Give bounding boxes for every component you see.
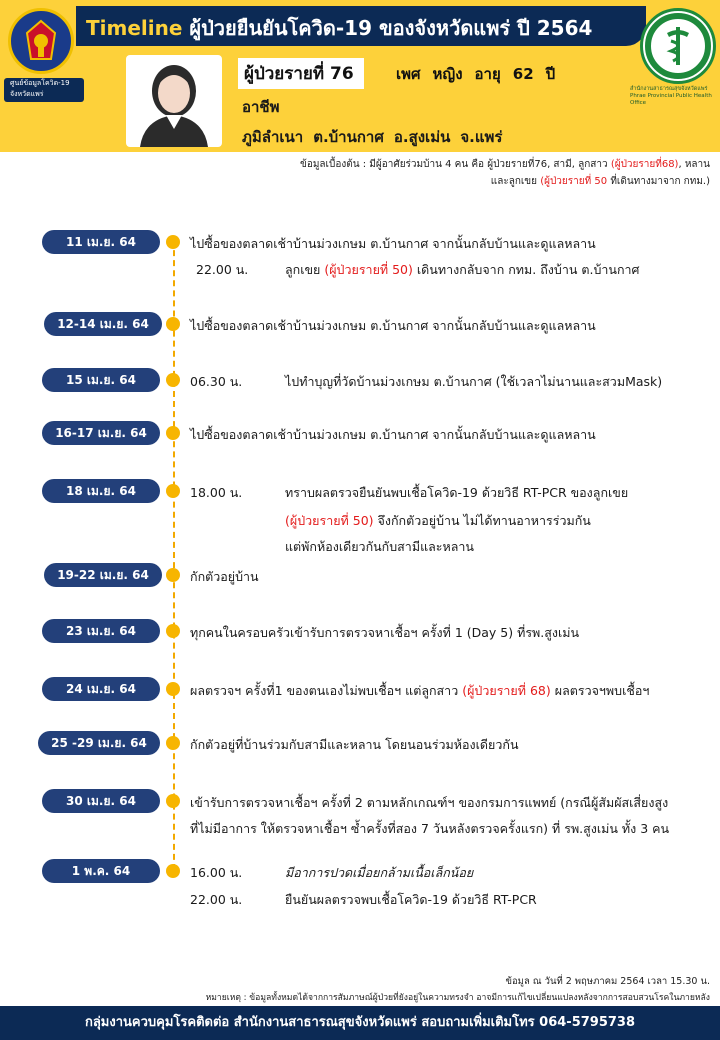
bg-line2-red: (ผู้ป่วยรายที่ 50 — [540, 176, 608, 187]
event-line: ทุกคนในครอบครัวเข้ารับการตรวจหาเชื้อฯ ครั้งที่ 1 (Day 5) ที่รพ.สูงเม่น — [190, 625, 580, 640]
event-text: ผลตรวจฯ ครั้งที่1 ของตนเองไม่พบเชื้อฯ แต่ลูกสาว — [190, 683, 459, 698]
timeline-axis — [173, 240, 175, 870]
event-line: ที่ไม่มีอาการ ให้ตรวจหาเชื้อฯ ซ้ำครั้งที่สอง 7 วันหลังตรวจครั้งแรก) ที่ รพ.สูงเม่น ทั้ง 3 คน — [190, 821, 670, 836]
timeline-dot — [166, 426, 180, 440]
event-line — [285, 511, 591, 531]
event-red-text: (ผู้ป่วยรายที่ 68) — [462, 683, 551, 698]
sex-label: เพศ — [396, 65, 421, 83]
occupation-label: อาชีพ — [242, 98, 280, 116]
event-line: กักตัวอยู่บ้าน — [190, 569, 259, 584]
event-line: แต่พักห้องเดียวกันกับสามีและหลาน — [285, 539, 474, 554]
date-pill: 18 เม.ย. 64 — [42, 479, 160, 503]
event-text: ลูกเขย — [285, 262, 321, 277]
health-office-caption-en: Phrae Provincial Public Health Office — [630, 93, 712, 106]
background-info — [150, 156, 710, 190]
age-value: 62 — [512, 65, 534, 83]
date-pill: 30 เม.ย. 64 — [42, 789, 160, 813]
bg-line1-a: ข้อมูลเบื้องต้น : มีผู้อาศัยร่วมบ้าน 4 คน คือ ผู้ป่วยรายที่76, สามี, ลูกสาว — [300, 159, 608, 170]
event-line: มีอาการปวดเมื่อยกล้ามเนื้อเล็กน้อย — [285, 865, 474, 880]
hometown — [242, 125, 512, 149]
patient-id: ผู้ป่วยรายที่ 76 — [238, 58, 364, 89]
timeline-dot — [166, 317, 180, 331]
contact-bar: กลุ่มงานควบคุมโรคติดต่อ สำนักงานสาธารณสุขจังหวัดแพร่ สอบถามเพิ่มเติมโทร 064-5795738 — [0, 1006, 720, 1040]
date-pill: 12-14 เม.ย. 64 — [44, 312, 162, 336]
subdistrict: ต.บ้านกาศ — [313, 128, 384, 146]
patient-demographics — [396, 62, 567, 86]
timeline-dot — [166, 864, 180, 878]
event-line — [190, 681, 649, 701]
health-office-caption-th: สำนักงานสาธารณสุขจังหวัดแพร่ — [630, 86, 708, 92]
event-line: เข้ารับการตรวจหาเชื้อฯ ครั้งที่ 2 ตามหลักเกณฑ์ฯ ของกรมการแพทย์ (กรณีผู้สัมผัสเสี่ยงสูง — [190, 795, 669, 810]
timeline-dot — [166, 568, 180, 582]
event-time: 06.30 น. — [190, 374, 243, 389]
event-red-text: ยืนยันผลตรวจพบเชื้อโควิด-19 ด้วยวิธี RT-PCR — [285, 892, 537, 907]
title-keyword: Timeline — [86, 16, 183, 40]
date-pill: 16-17 เม.ย. 64 — [42, 421, 160, 445]
timeline-dot — [166, 794, 180, 808]
event-line: ทราบผลตรวจยืนยันพบเชื้อโควิด-19 ด้วยวิธี RT-PCR ของลูกเขย — [285, 485, 629, 500]
date-pill: 15 เม.ย. 64 — [42, 368, 160, 392]
covid-center-badge — [4, 78, 84, 102]
event-line: ไปซื้อของตลาดเช้าบ้านม่วงเกษม ต.บ้านกาศ จากนั้นกลับบ้านและดูแลหลาน — [190, 236, 596, 251]
date-pill: 1 พ.ค. 64 — [42, 859, 160, 883]
data-date: ข้อมูล ณ วันที่ 2 พฤษภาคม 2564 เวลา 15.30 น. — [505, 976, 710, 987]
event-line — [285, 260, 640, 280]
bg-line2-b: ที่เดินทางมาจาก กทม.) — [610, 176, 710, 187]
bg-line2-a: และลูกเขย — [490, 176, 538, 187]
page-title — [86, 12, 592, 44]
event-red-text: (ผู้ป่วยรายที่ 50) — [324, 262, 413, 277]
age-label: อายุ — [474, 65, 501, 83]
health-office-caption — [630, 86, 720, 107]
date-pill: 23 เม.ย. 64 — [42, 619, 160, 643]
timeline-dot — [166, 682, 180, 696]
covid-center-caption-2: จังหวัดแพร่ — [10, 90, 44, 98]
event-text: เดินทางกลับจาก กทม. ถึงบ้าน ต.บ้านกาศ — [416, 262, 640, 277]
covid-center-caption-1: ศูนย์ข้อมูลโควิด-19 — [10, 79, 70, 87]
event-red-text: (ผู้ป่วยรายที่ 50) — [285, 513, 374, 528]
event-line: ไปซื้อของตลาดเช้าบ้านม่วงเกษม ต.บ้านกาศ จากนั้นกลับบ้านและดูแลหลาน — [190, 427, 596, 442]
event-text: จึงกักตัวอยู่บ้าน ไม่ได้ทานอาหารร่วมกัน — [377, 513, 591, 528]
province: จ.แพร่ — [460, 128, 503, 146]
timeline-dot — [166, 736, 180, 750]
province-seal-icon — [8, 8, 74, 74]
event-time: 22.00 น. — [196, 262, 249, 277]
date-pill: 11 เม.ย. 64 — [42, 230, 160, 254]
event-line: ไปซื้อของตลาดเช้าบ้านม่วงเกษม ต.บ้านกาศ จากนั้นกลับบ้านและดูแลหลาน — [190, 318, 596, 333]
age-unit: ปี — [545, 65, 556, 83]
district: อ.สูงเม่น — [393, 128, 451, 146]
event-line: กักตัวอยู่ที่บ้านร่วมกับสามีและหลาน โดยนอนร่วมห้องเดียวกัน — [190, 737, 519, 752]
date-pill: 25 -29 เม.ย. 64 — [38, 731, 160, 755]
timeline-dot — [166, 624, 180, 638]
ministry-public-health-logo-icon — [640, 8, 716, 84]
patient-avatar-icon — [126, 55, 222, 147]
footer-note: หมายเหตุ : ข้อมูลทั้งหมดได้จากการสัมภาษณ์ผู้ป่วยที่ยังอยู่ในความทรงจำ อาจมีการแก้ไขเปลี่ยนแปลงหลังจากการสอบสวนโรคในภายหลัง — [205, 993, 710, 1003]
date-pill: 19-22 เม.ย. 64 — [44, 563, 162, 587]
hometown-label: ภูมิลำเนา — [242, 128, 304, 146]
timeline-dot — [166, 484, 180, 498]
title-rest: ผู้ป่วยยืนยันโควิด-19 ของจังหวัดแพร่ ปี 2564 — [189, 16, 593, 40]
event-time: 22.00 น. — [190, 892, 243, 907]
date-pill: 24 เม.ย. 64 — [42, 677, 160, 701]
timeline-dot — [166, 373, 180, 387]
event-line: ไปทำบุญที่วัดบ้านม่วงเกษม ต.บ้านกาศ (ใช้เวลาไม่นานและสวมMask) — [285, 374, 663, 389]
bg-line1-b: , หลาน — [678, 159, 710, 170]
sex-value: หญิง — [432, 65, 463, 83]
timeline-dot — [166, 235, 180, 249]
event-time: 18.00 น. — [190, 485, 243, 500]
event-text: ผลตรวจฯพบเชื้อฯ — [554, 683, 650, 698]
bg-line1-red: (ผู้ป่วยรายที่68) — [610, 159, 679, 170]
event-time: 16.00 น. — [190, 865, 243, 880]
